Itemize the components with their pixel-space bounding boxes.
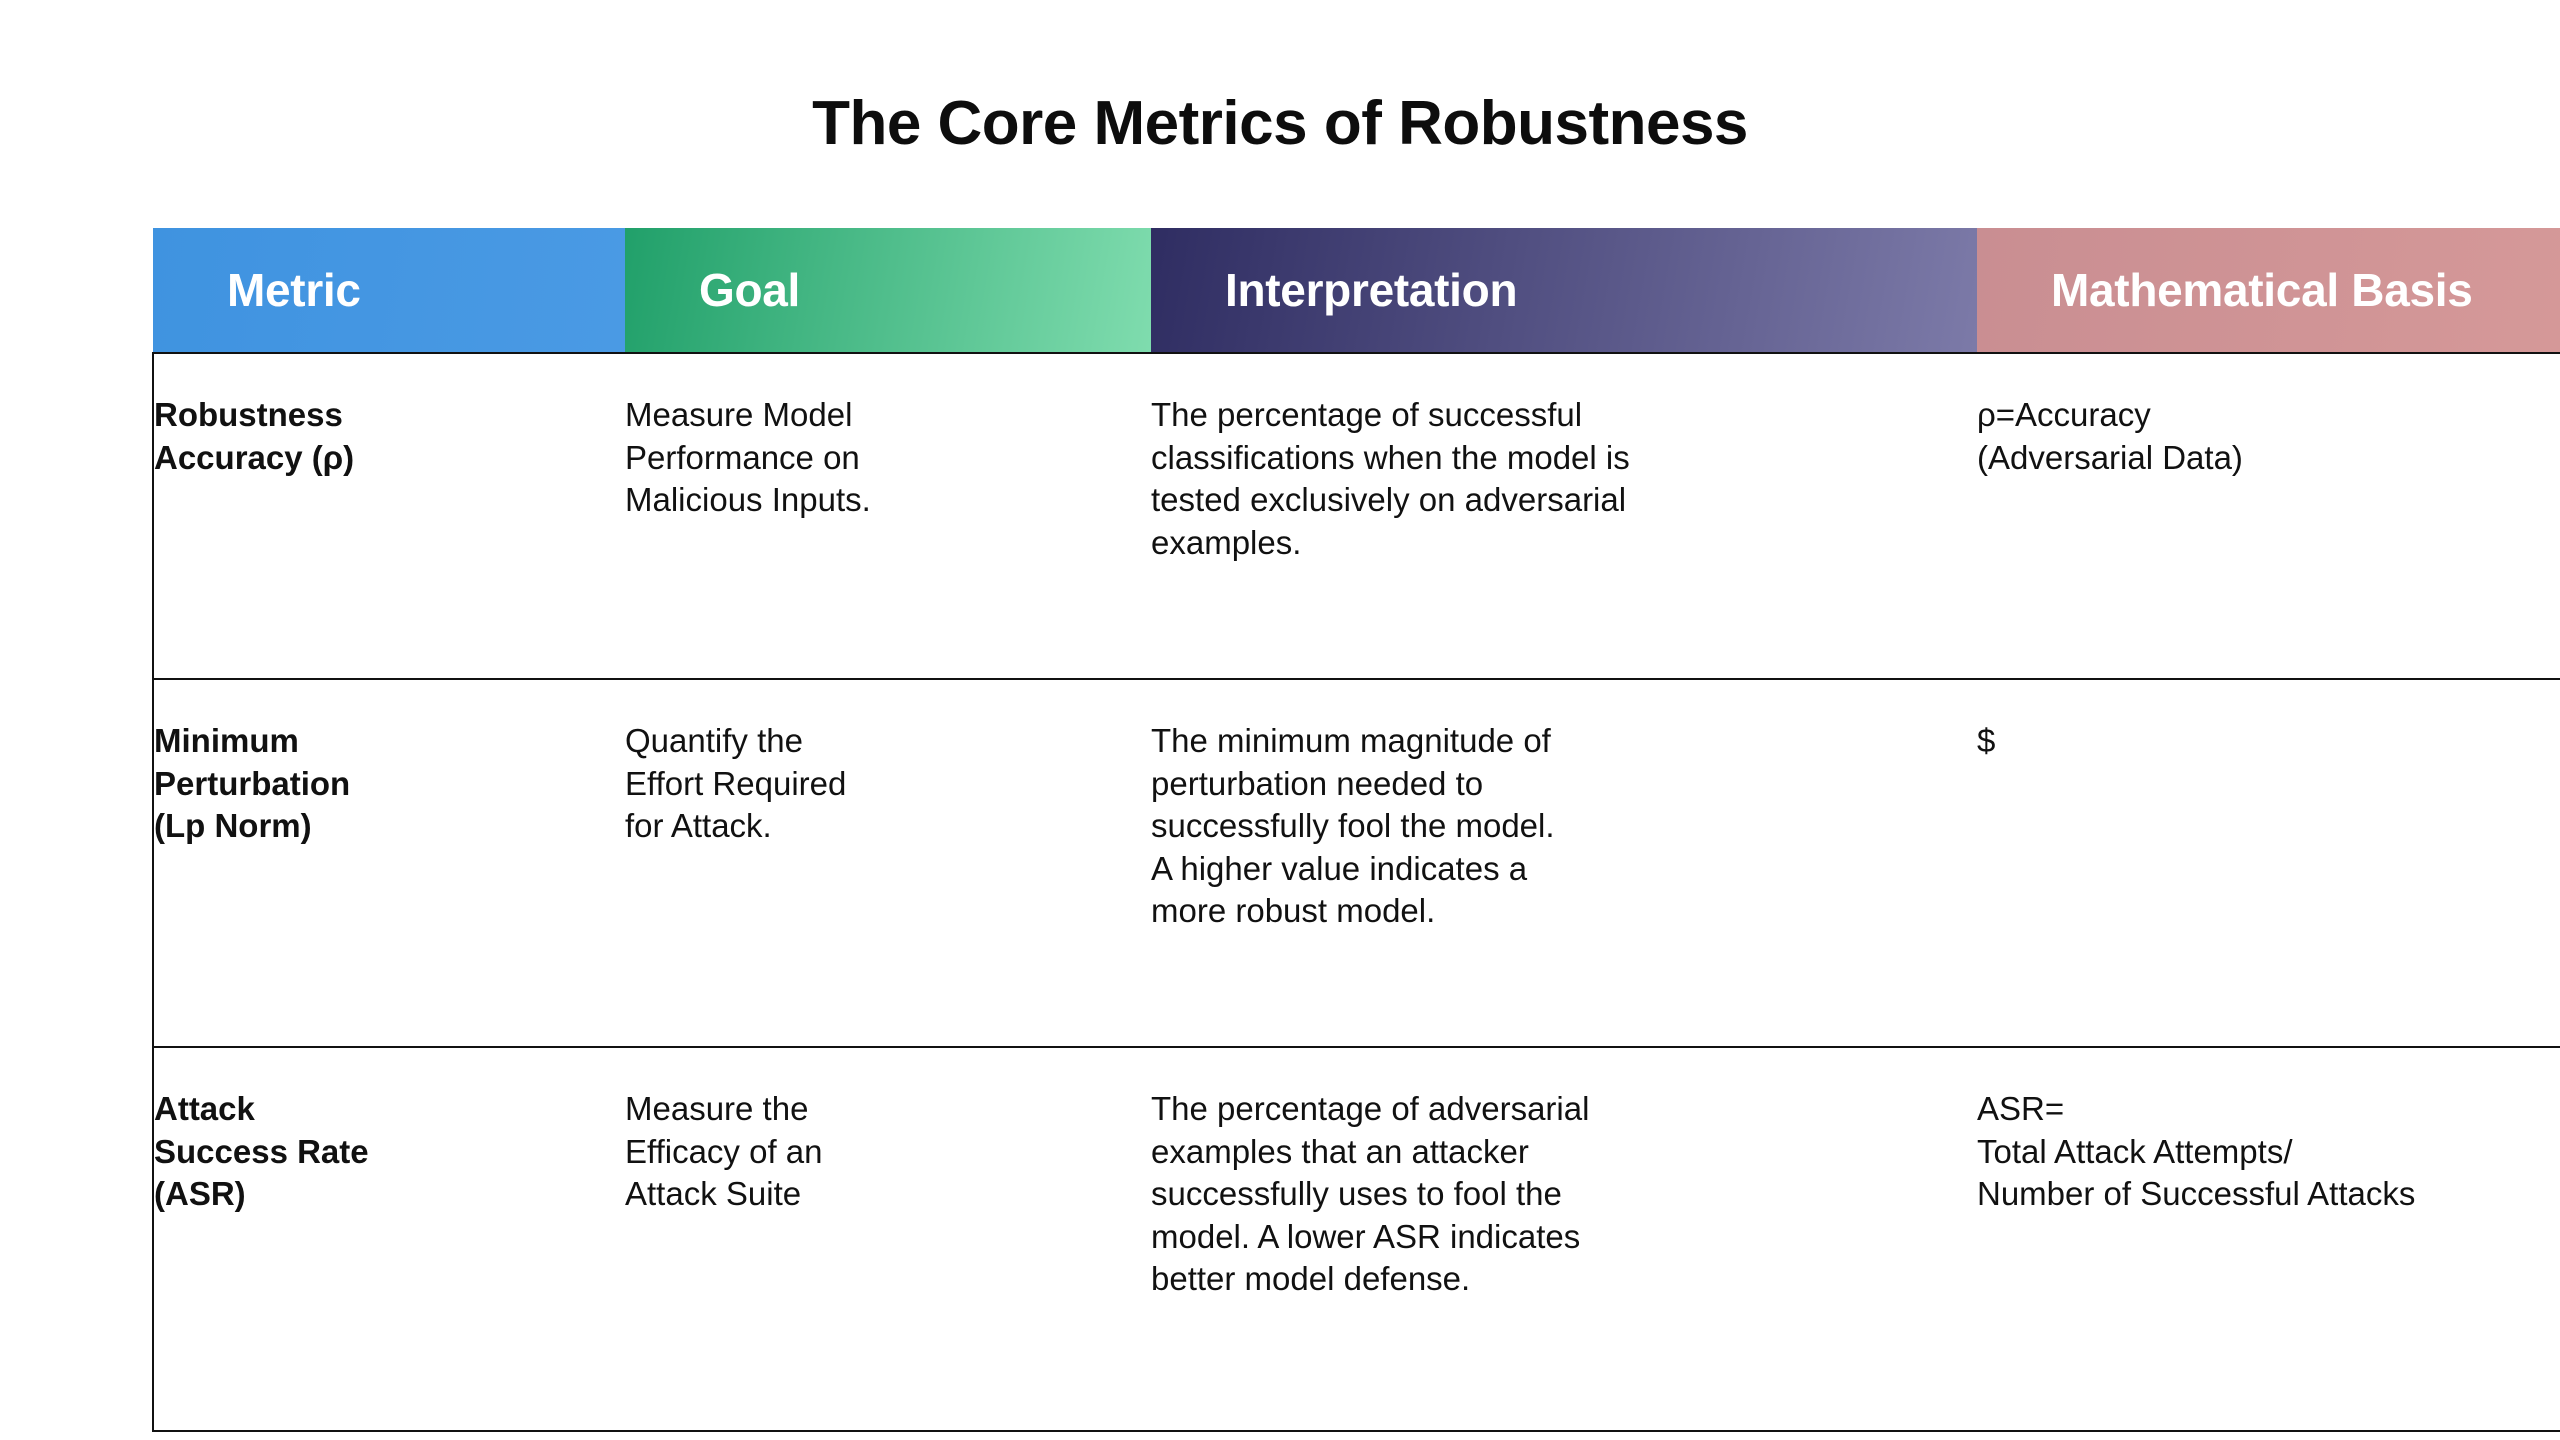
goal-line: Measure Model <box>625 396 853 433</box>
cell-mathematical-basis <box>1977 679 2560 1047</box>
cell-goal <box>625 353 1151 679</box>
math-line: $ <box>1977 722 1996 759</box>
math-line: ρ=Accuracy <box>1977 396 2151 433</box>
cell-metric-name <box>153 1047 625 1431</box>
metrics-table <box>152 228 2560 1432</box>
cell-mathematical-basis <box>1977 353 2560 679</box>
math-line: ASR= <box>1977 1090 2065 1127</box>
interpretation-line: examples. <box>1151 523 1302 561</box>
column-header-mathematical-basis: Mathematical Basis <box>1977 228 2560 353</box>
cell-interpretation <box>1151 353 1977 679</box>
interpretation-line: model. A lower ASR indicates <box>1151 1217 1581 1255</box>
goal-line: Malicious Inputs. <box>625 481 871 519</box>
metrics-table-container <box>152 228 2473 1432</box>
goal-line: Performance on <box>625 438 860 476</box>
math-line: Number of Successful Attacks <box>1977 1175 2416 1213</box>
math-line: (Adversarial Data) <box>1977 438 2243 476</box>
column-header-goal: Goal <box>625 228 1151 353</box>
table-row <box>153 679 2560 1047</box>
cell-goal <box>625 1047 1151 1431</box>
table-row <box>153 1047 2560 1431</box>
page-title: The Core Metrics of Robustness <box>812 89 1748 158</box>
interpretation-line: The percentage of successful <box>1151 396 1583 433</box>
interpretation-line: more robust model. <box>1151 892 1436 930</box>
cell-metric-name <box>153 679 625 1047</box>
metric-name-line: Robustness <box>154 396 343 433</box>
interpretation-line: The minimum magnitude of <box>1151 722 1551 759</box>
metric-name-line: (ASR) <box>154 1175 246 1213</box>
table-header-row <box>153 228 2560 353</box>
goal-line: for Attack. <box>625 807 772 845</box>
metric-name-line: Perturbation <box>154 764 351 802</box>
interpretation-line: better model defense. <box>1151 1260 1471 1298</box>
interpretation-line: perturbation needed to <box>1151 764 1484 802</box>
metric-name-line: Accuracy (ρ) <box>154 438 355 476</box>
metric-name-line: (Lp Norm) <box>154 807 312 845</box>
table-header-row-group <box>153 228 2560 353</box>
column-header-interpretation: Interpretation <box>1151 228 1977 353</box>
goal-line: Attack Suite <box>625 1175 802 1213</box>
goal-line: Measure the <box>625 1090 809 1127</box>
interpretation-line: tested exclusively on adversarial <box>1151 481 1627 519</box>
goal-line: Effort Required <box>625 764 847 802</box>
table-body <box>153 353 2560 1431</box>
cell-metric-name <box>153 353 625 679</box>
interpretation-line: The percentage of adversarial <box>1151 1090 1590 1127</box>
cell-mathematical-basis <box>1977 1047 2560 1431</box>
metric-name-line: Minimum <box>154 722 299 759</box>
interpretation-line: classifications when the model is <box>1151 438 1630 476</box>
interpretation-line: successfully fool the model. <box>1151 807 1555 845</box>
interpretation-line: successfully uses to fool the <box>1151 1175 1562 1213</box>
goal-line: Efficacy of an <box>625 1132 823 1170</box>
cell-goal <box>625 679 1151 1047</box>
metric-name-line: Success Rate <box>154 1132 369 1170</box>
interpretation-line: A higher value indicates a <box>1151 849 1528 887</box>
goal-line: Quantify the <box>625 722 803 759</box>
table-row <box>153 353 2560 679</box>
column-header-metric: Metric <box>153 228 625 353</box>
cell-interpretation <box>1151 679 1977 1047</box>
math-line: Total Attack Attempts/ <box>1977 1132 2293 1170</box>
interpretation-line: examples that an attacker <box>1151 1132 1529 1170</box>
cell-interpretation <box>1151 1047 1977 1431</box>
metric-name-line: Attack <box>154 1090 255 1127</box>
